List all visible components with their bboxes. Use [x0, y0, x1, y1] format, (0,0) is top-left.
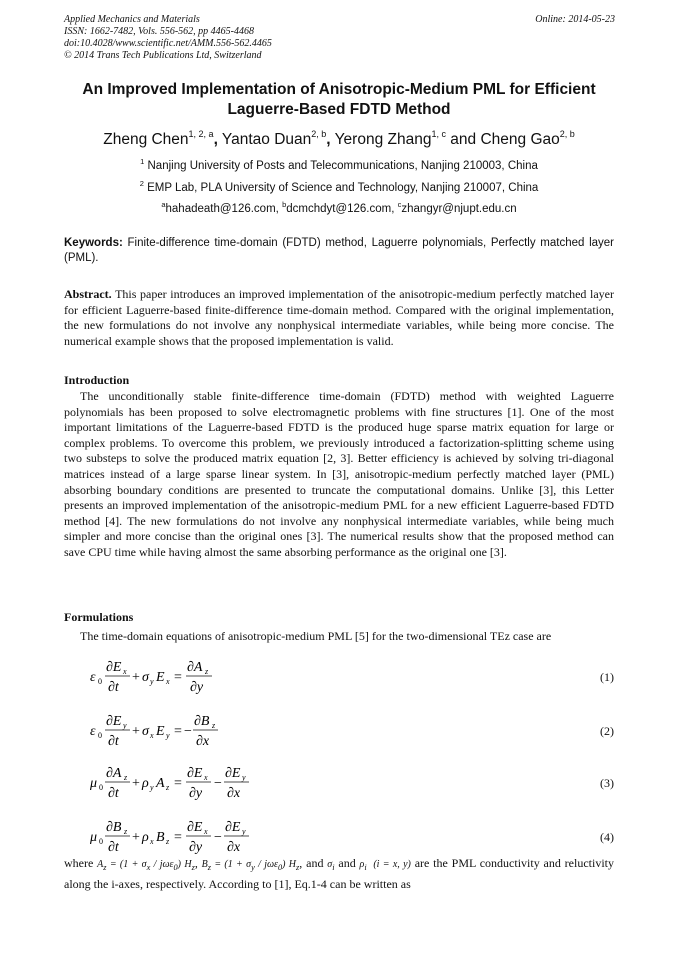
and-word: and: [306, 856, 324, 870]
svg-text:+: +: [132, 724, 140, 739]
svg-text:∂t: ∂t: [108, 680, 119, 694]
copyright-line: © 2014 Trans Tech Publications Ltd, Switzerland: [64, 50, 262, 61]
svg-text:0: 0: [98, 677, 102, 686]
abstract-label: Abstract.: [64, 287, 112, 301]
keywords-text: Finite-difference time-domain (FDTD) method, Laguerre polynomials, Perfectly matched layer (PML).: [64, 237, 614, 264]
svg-text:∂t: ∂t: [108, 786, 119, 800]
inline-math-bz: $B_z = (1 + \sigma_y / j\omega\varepsilon_0)$ $H_z$: [201, 859, 300, 872]
svg-text:−: −: [214, 776, 222, 791]
svg-text:x: x: [150, 837, 154, 846]
svg-text:0: 0: [99, 837, 103, 846]
author-4: Cheng Gao: [480, 131, 560, 148]
svg-text:ε: ε: [90, 670, 96, 685]
affiliation-1-text: Nanjing University of Posts and Telecommunications, Nanjing 210003, China: [147, 160, 538, 172]
author-sep-2: ,: [326, 131, 331, 148]
svg-text:μ: μ: [90, 776, 98, 791]
svg-text:z: z: [166, 783, 170, 792]
equation-2: [90, 710, 230, 748]
svg-text:E: E: [156, 670, 165, 685]
svg-text:x: x: [204, 773, 208, 782]
email-b-sup: b: [282, 200, 287, 209]
svg-text:0: 0: [98, 731, 102, 740]
author-and: and: [450, 131, 477, 148]
journal-name: Applied Mechanics and Materials: [64, 14, 200, 25]
svg-text:−: −: [184, 724, 192, 739]
svg-text:=: =: [174, 776, 182, 791]
svg-text:∂t: ∂t: [108, 840, 119, 854]
and-word-2: and: [338, 856, 356, 870]
svg-text:y: y: [242, 773, 246, 782]
svg-text:∂A: ∂A: [106, 766, 122, 781]
author-list: [30, 129, 648, 149]
svg-text:∂x: ∂x: [196, 734, 210, 748]
affiliation-2: [30, 179, 648, 194]
affiliation-2-text: EMP Lab, PLA University of Science and Technology, Nanjing 210007, China: [147, 182, 539, 194]
author-4-sup: 2, b: [559, 129, 575, 139]
author-2-sup: 2, b: [311, 129, 327, 139]
email-line: [30, 200, 648, 215]
svg-text:∂x: ∂x: [227, 786, 241, 800]
svg-text:∂A: ∂A: [187, 660, 203, 675]
svg-text:ε: ε: [90, 724, 96, 739]
svg-text:x: x: [150, 731, 154, 740]
equation-3-number: (3): [600, 776, 614, 790]
svg-text:σ: σ: [142, 724, 149, 739]
equation-1: [90, 656, 230, 694]
svg-text:=: =: [174, 670, 182, 685]
abstract-block: [64, 287, 614, 349]
svg-text:z: z: [212, 721, 216, 730]
svg-text:y: y: [150, 783, 154, 792]
svg-text:∂E: ∂E: [225, 766, 241, 781]
svg-text:+: +: [132, 830, 140, 845]
inline-math-sigma: $\sigma_i$: [327, 859, 335, 872]
affiliation-1-sup: 1: [140, 157, 145, 166]
svg-text:∂E: ∂E: [187, 820, 203, 835]
introduction-paragraph: The unconditionally stable finite-difference time-domain (FDTD) method with weighted Laguerre polynomials has been proposed to solve electromagnetic problems with fine structures [1]. One of the most important limitations of the Laguerre-based FDTD is the produced huge sparse matrix equation for large or complex problems. To overcome this problem, we previously introduced a factorization-splitting scheme using two substeps to solve the produced matrix equation [2, 3]. Better efficiency is achieved by solving tri-diagonal matrices instead of a large sparse linear system. In [3], anisotropic-medium perfectly matched layer (PML) absorbing boundary conditions are presented to truncate the computational domains. Unlike [3], this Letter presents an improved implementation of the anisotropic-medium PML for a new efficient Laguerre-based FDTD method [4]. The new formulations do not involve any nonphysical intermediate variables, while being much simpler and more concise than the original ones [3]. The numerical results show that the proposed method can save CPU time while having almost the same absorbing performance as the original one [3].: [64, 389, 614, 559]
where-paragraph: where $A_z = (1 + \sigma_x / j\omega\varepsilon_0)$ $H_z$, $B_z = (1 + \sigma_y / j\omega\varepsilon_0)$ $H_z$, and $\sigma_i$ and $\rho_i$ (i = x, y) are the PML conductivity and reluctivity along the i-axes, respectively. According to [1], Eq.1-4 can be written as: [64, 856, 615, 891]
where-tail-text: are the PML conductivity and reluctivity along the i-axes, respectively. According to [1], Eq.1-4 can be written as: [64, 856, 615, 891]
equation-1-number: (1): [600, 670, 614, 684]
equation-4-number: (4): [600, 830, 614, 844]
svg-text:+: +: [132, 670, 140, 685]
inline-math-rho: $\rho_i$ (i = x, y): [359, 859, 411, 872]
svg-text:A: A: [156, 776, 165, 791]
author-1-sup: 1, 2, a: [188, 129, 214, 139]
title-line-2: Laguerre-Based FDTD Method: [227, 101, 451, 118]
online-date: Online: 2014-05-23: [535, 14, 615, 25]
formulations-heading: Formulations: [64, 610, 134, 624]
email-c-sup: c: [397, 200, 402, 209]
svg-text:x: x: [166, 677, 170, 686]
svg-text:+: +: [132, 776, 140, 791]
svg-text:σ: σ: [142, 670, 149, 685]
paper-title: [40, 80, 638, 120]
svg-text:∂y: ∂y: [189, 786, 203, 800]
author-2: Yantao Duan: [221, 131, 312, 148]
affiliation-2-sup: 2: [139, 179, 144, 188]
svg-text:y: y: [123, 721, 127, 730]
svg-text:ρ: ρ: [142, 830, 149, 845]
svg-text:ρ: ρ: [142, 776, 149, 791]
svg-text:B: B: [156, 830, 165, 845]
keywords-label: Keywords:: [64, 237, 123, 249]
email-c: zhangyr@njupt.edu.cn: [401, 203, 517, 215]
equation-2-number: (2): [600, 724, 614, 738]
svg-text:∂E: ∂E: [106, 714, 122, 729]
svg-text:y: y: [166, 731, 170, 740]
email-a-sup: a: [161, 200, 166, 209]
inline-math-az: $A_z = (1 + \sigma_x / j\omega\varepsilon_0)$ $H_z$: [97, 859, 195, 872]
keywords-block: [64, 236, 614, 266]
svg-text:z: z: [124, 827, 128, 836]
issn-line: ISSN: 1662-7482, Vols. 556-562, pp 4465-4468: [64, 26, 254, 37]
svg-text:∂E: ∂E: [187, 766, 203, 781]
svg-text:∂E: ∂E: [106, 660, 122, 675]
svg-text:∂E: ∂E: [225, 820, 241, 835]
email-b: dcmchdyt@126.com,: [286, 203, 395, 215]
svg-text:=: =: [174, 830, 182, 845]
svg-text:E: E: [156, 724, 165, 739]
author-sep-1: ,: [213, 131, 218, 148]
svg-text:y: y: [150, 677, 154, 686]
equation-4: [90, 816, 250, 854]
author-3: Yerong Zhang: [334, 131, 432, 148]
svg-text:∂y: ∂y: [189, 840, 203, 854]
svg-text:∂B: ∂B: [194, 714, 210, 729]
introduction-heading: Introduction: [64, 373, 130, 387]
svg-text:μ: μ: [90, 830, 98, 845]
doi-line: doi:10.4028/www.scientific.net/AMM.556-562.4465: [64, 38, 272, 49]
affiliation-1: [30, 157, 648, 172]
svg-text:x: x: [204, 827, 208, 836]
author-3-sup: 1, c: [431, 129, 446, 139]
equation-3: [90, 762, 250, 800]
abstract-text: This paper introduces an improved implementation of the anisotropic-medium perfectly matched layer for efficient Laguerre-based finite-difference time-domain method. Compared with the original implementation, the new formulations do not involve any nonphysical intermediate variables, while being more concise. The numerical example shows that the proposed implementation is valid.: [64, 287, 614, 348]
svg-text:∂t: ∂t: [108, 734, 119, 748]
svg-text:=: =: [174, 724, 182, 739]
formulations-paragraph: The time-domain equations of anisotropic-medium PML [5] for the two-dimensional TEz case are: [80, 629, 552, 643]
svg-text:y: y: [242, 827, 246, 836]
where-word: where: [64, 856, 94, 870]
svg-text:z: z: [124, 773, 128, 782]
svg-text:−: −: [214, 830, 222, 845]
svg-text:∂B: ∂B: [106, 820, 122, 835]
svg-text:∂x: ∂x: [227, 840, 241, 854]
title-line-1: An Improved Implementation of Anisotropic-Medium PML for Efficient: [82, 81, 596, 98]
journal-meta: [64, 14, 272, 62]
svg-text:z: z: [166, 837, 170, 846]
svg-text:x: x: [123, 667, 127, 676]
svg-text:0: 0: [99, 783, 103, 792]
svg-text:z: z: [205, 667, 209, 676]
email-a: hahadeath@126.com,: [165, 203, 279, 215]
author-1: Zheng Chen: [103, 131, 189, 148]
svg-text:∂y: ∂y: [190, 680, 204, 694]
